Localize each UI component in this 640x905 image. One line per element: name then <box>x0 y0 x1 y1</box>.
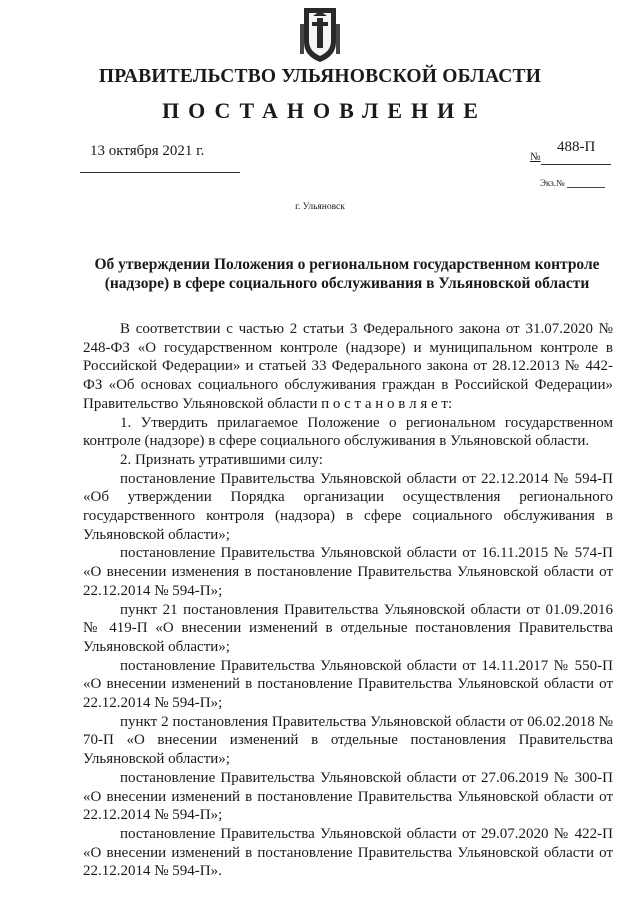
paragraph: постановление Правительства Ульяновской области от 27.06.2019 № 300-П «О внесении изменений в постановление Правительства Ульяновской области от 22.12.2014 № 594-П»; <box>83 769 613 824</box>
paragraph: постановление Правительства Ульяновской области от 16.11.2015 № 574-П «О внесении изменения в постановление Правительства Ульяновской области от 22.12.2014 № 594-П»; <box>83 545 613 599</box>
paragraph: В соответствии с частью 2 статьи 3 Федерального закона от 31.07.2020 № 248-ФЗ «О государственном контроле (надзоре) и муниципальном контроле в Российской Федерации» и статьей 33 Федерального закона от 28.12.2013 № 442-ФЗ «Об основах социального обслуживания граждан в Российской Федерации» Правительство Ульяновской области п о с т а н о в л я е т: <box>83 321 613 412</box>
date-underline <box>80 172 240 173</box>
paragraph: пункт 2 постановления Правительства Ульяновской области от 06.02.2018 № 70-П «О внесении изменений в отдельные постановления Правительства Ульяновской области»; <box>83 713 613 768</box>
paragraph: постановление Правительства Ульяновской области от 14.11.2017 № 550-П «О внесении изменений в постановление Правительства Ульяновской области от 22.12.2014 № 594-П»; <box>83 657 613 712</box>
document-date: 13 октября 2021 г. <box>90 143 205 159</box>
copy-number <box>540 178 605 188</box>
city: г. Ульяновск <box>295 202 345 212</box>
document-type: ПОСТАНОВЛЕНИЕ <box>162 98 487 123</box>
copy-blank-line <box>567 187 605 188</box>
emblem-graphic <box>298 6 342 64</box>
paragraph: постановление Правительства Ульяновской области от 22.12.2014 № 594-П «Об утверждении Порядка организации осуществления регионального государственного контроля (надзора) в сфере социального обслуживания в Ульяновской области»; <box>83 470 613 543</box>
paragraph: 2. Признать утратившими силу: <box>120 451 323 468</box>
copy-label: Экз.№ <box>540 178 565 188</box>
document-body <box>83 320 613 881</box>
paragraph: постановление Правительства Ульяновской области от 29.07.2020 № 422-П «О внесении изменений в постановление Правительства Ульяновской области от 22.12.2014 № 594-П». <box>83 825 613 880</box>
paragraph: 1. Утвердить прилагаемое Положение о региональном государственном контроле (надзоре) в сфере социального обслуживания в Ульяновской области. <box>83 414 613 450</box>
document-title: Об утверждении Положения о региональном государственном контроле (надзоре) в сфере социального обслуживания в Ульяновской области <box>94 256 600 292</box>
paragraph: пункт 21 постановления Правительства Ульяновской области от 01.09.2016 № 419-П «О внесении изменений в отдельные постановления Правительства Ульяновской области»; <box>83 601 613 655</box>
ulyanovsk-coat-of-arms-icon <box>298 6 342 64</box>
government-name: ПРАВИТЕЛЬСТВО УЛЬЯНОВСКОЙ ОБЛАСТИ <box>98 66 542 87</box>
number-sign: № <box>530 151 541 163</box>
number-underline <box>541 164 611 165</box>
document-number: 488-П <box>557 139 596 155</box>
